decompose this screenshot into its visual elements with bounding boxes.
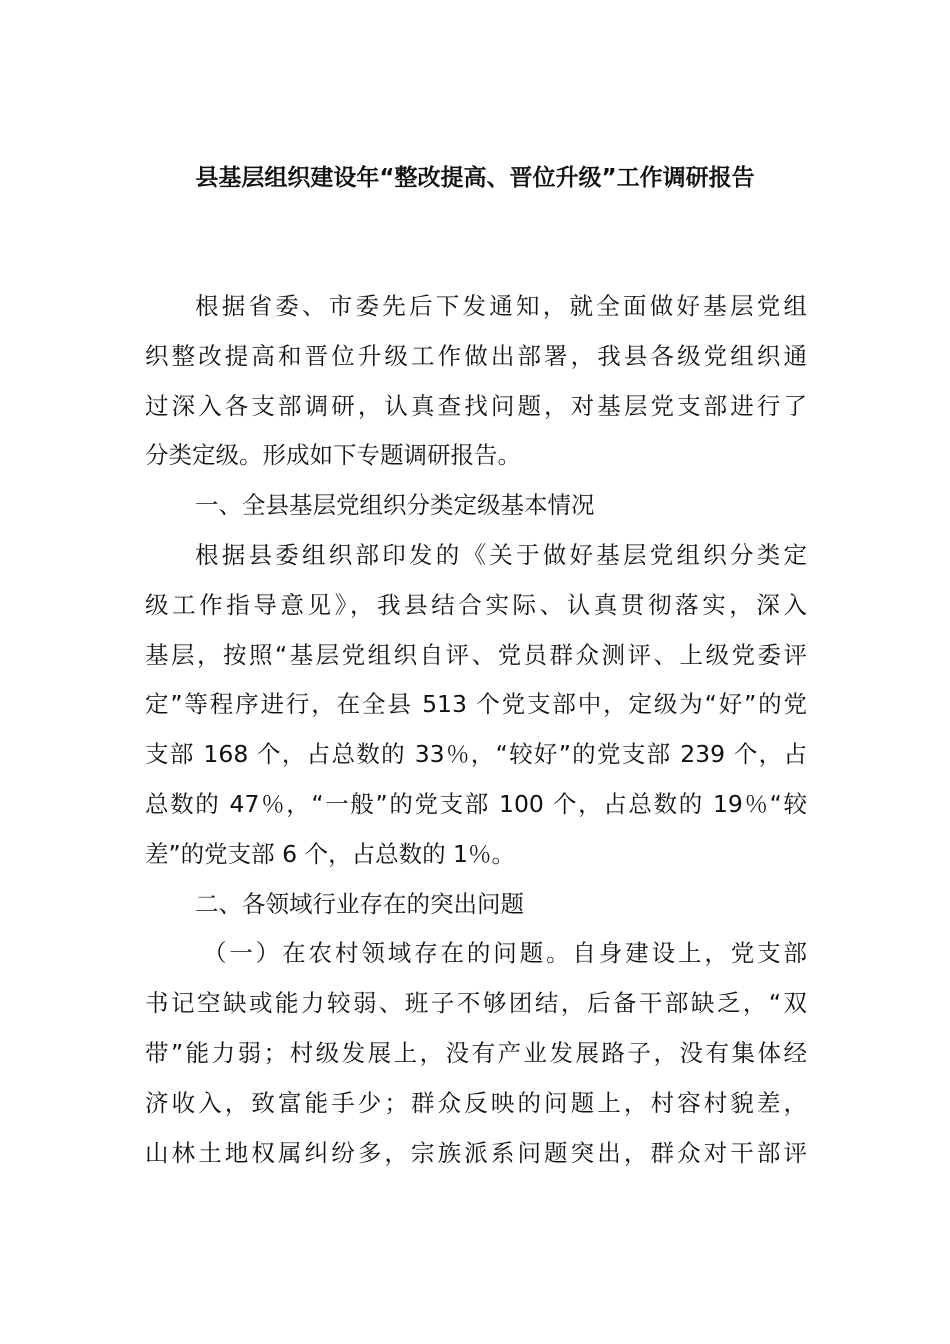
paragraph-line: 带”能力弱；村级发展上，没有产业发展路子，没有集体经 xyxy=(145,1038,807,1067)
paragraph-line: 支部 168 个，占总数的 33％，“较好”的党支部 239 个，占 xyxy=(145,740,807,769)
paragraph-line: 基层，按照“基层党组织自评、党员群众测评、上级党委评 xyxy=(145,640,807,669)
paragraph-line: 分类定级。形成如下专题调研报告。 xyxy=(145,441,521,470)
paragraph-line: 差”的党支部 6 个，占总数的 1％。 xyxy=(145,839,515,868)
document-body xyxy=(145,282,807,1178)
paragraph-line: 级工作指导意见》，我县结合实际、认真贯彻落实，深入 xyxy=(145,590,807,619)
paragraph-line: 根据县委组织部印发的《关于做好基层党组织分类定 xyxy=(195,540,807,569)
paragraph-line: 济收入，致富能手少；群众反映的问题上，村容村貌差， xyxy=(145,1088,807,1117)
paragraph-line: 总数的 47％，“一般”的党支部 100 个，占总数的 19％“较 xyxy=(145,789,807,818)
document-title: 县基层组织建设年“整改提高、晋位升级”工作调研报告 xyxy=(195,165,755,191)
paragraph-line: 书记空缺或能力较弱、班子不够团结，后备干部缺乏，“双 xyxy=(145,989,807,1018)
paragraph-line: （一）在农村领域存在的问题。自身建设上，党支部 xyxy=(203,939,807,968)
paragraph-line: 根据省委、市委先后下发通知，就全面做好基层党组 xyxy=(195,292,807,320)
paragraph-line: 山林土地权属纠纷多，宗族派系问题突出，群众对干部评 xyxy=(145,1138,807,1167)
paragraph-line: 定”等程序进行，在全县 513 个党支部中，定级为“好”的党 xyxy=(145,690,807,719)
section-heading: 二、各领域行业存在的突出问题 xyxy=(195,889,524,918)
paragraph-line: 织整改提高和晋位升级工作做出部署，我县各级党组织通 xyxy=(145,341,807,370)
section-heading: 一、全县基层党组织分类定级基本情况 xyxy=(195,491,595,520)
paragraph-line: 过深入各支部调研，认真查找问题，对基层党支部进行了 xyxy=(145,391,807,420)
